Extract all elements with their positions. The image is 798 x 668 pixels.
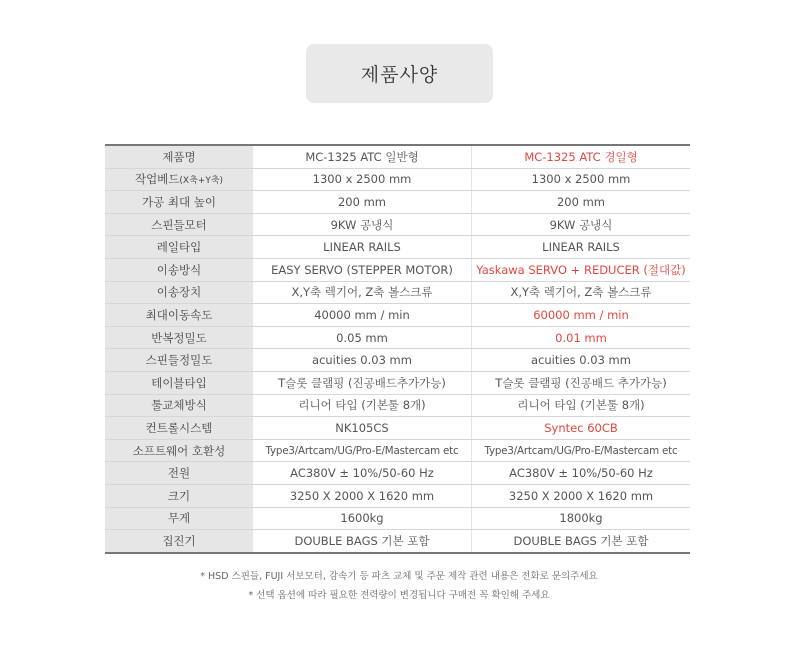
spec-value-light: 리니어 타입 (기본툴 8개)	[472, 394, 691, 417]
spec-value-general: X,Y축 렉기어, Z축 볼스크류	[253, 281, 472, 304]
spec-label	[105, 439, 253, 462]
spec-value-general: 리니어 타입 (기본툴 8개)	[253, 394, 472, 417]
spec-label	[105, 281, 253, 304]
spec-table	[105, 144, 690, 554]
spec-label-text: 툴교체방식	[151, 398, 207, 413]
spec-label-text: 무게	[167, 511, 191, 526]
spec-row	[105, 304, 690, 327]
spec-label-text: 테이블타입	[151, 375, 207, 390]
spec-value-general: 1300 x 2500 mm	[253, 168, 472, 191]
spec-label	[105, 507, 253, 530]
spec-row	[105, 439, 690, 462]
spec-value-light: 0.01 mm	[472, 326, 691, 349]
page-title	[306, 44, 493, 103]
spec-label	[105, 145, 253, 168]
spec-value-light: 1800kg	[472, 507, 691, 530]
spec-value-light: 1300 x 2500 mm	[472, 168, 691, 191]
spec-row	[105, 484, 690, 507]
spec-value-general: 40000 mm / min	[253, 304, 472, 327]
spec-value-light: AC380V ± 10%/50-60 Hz	[472, 462, 691, 485]
spec-label	[105, 484, 253, 507]
spec-value-light: 200 mm	[472, 191, 691, 214]
spec-row	[105, 417, 690, 440]
spec-row	[105, 236, 690, 259]
spec-value-general: MC-1325 ATC 일반형	[253, 145, 472, 168]
spec-label	[105, 236, 253, 259]
spec-value-light: Type3/Artcam/UG/Pro-E/Mastercam etc	[472, 439, 691, 462]
spec-value-light: 9KW 공냉식	[472, 213, 691, 236]
spec-label-text: 제품명	[162, 149, 196, 164]
spec-value-general: LINEAR RAILS	[253, 236, 472, 259]
spec-value-general: EASY SERVO (STEPPER MOTOR)	[253, 258, 472, 281]
spec-label	[105, 191, 253, 214]
spec-row	[105, 258, 690, 281]
spec-value-light: Yaskawa SERVO + REDUCER (절대값)	[472, 258, 691, 281]
spec-value-light: T슬롯 클램핑 (진공배드 추가가능)	[472, 371, 691, 394]
spec-label	[105, 371, 253, 394]
spec-label	[105, 394, 253, 417]
spec-label-text: 이송장치	[156, 285, 202, 300]
spec-label	[105, 304, 253, 327]
spec-label-text: 가공 최대 높이	[142, 194, 216, 209]
spec-label-text: 컨트롤시스템	[145, 420, 213, 435]
spec-label	[105, 417, 253, 440]
spec-row	[105, 507, 690, 530]
spec-row	[105, 326, 690, 349]
spec-label	[105, 213, 253, 236]
spec-label	[105, 349, 253, 372]
spec-row	[105, 168, 690, 191]
spec-label-text: 작업베드	[134, 172, 180, 187]
spec-value-general: Type3/Artcam/UG/Pro-E/Mastercam etc	[253, 439, 472, 462]
spec-row	[105, 213, 690, 236]
spec-value-general: T슬롯 클램핑 (진공배드추가가능)	[253, 371, 472, 394]
spec-value-general: acuities 0.03 mm	[253, 349, 472, 372]
spec-value-light: DOUBLE BAGS 기본 포함	[472, 530, 691, 553]
spec-label-text: 스핀들모터	[151, 217, 207, 232]
spec-label-text: 스핀들정밀도	[145, 353, 213, 368]
spec-value-general: NK105CS	[253, 417, 472, 440]
spec-label-text: 집진기	[162, 533, 196, 548]
spec-value-light: LINEAR RAILS	[472, 236, 691, 259]
spec-row	[105, 394, 690, 417]
spec-value-general: 3250 X 2000 X 1620 mm	[253, 484, 472, 507]
page-title-text: 제품사양	[360, 64, 439, 86]
spec-label-text: 최대이동속도	[145, 307, 213, 322]
spec-value-light: 60000 mm / min	[472, 304, 691, 327]
spec-label-text: 소프트웨어 호환성	[132, 443, 226, 458]
spec-row	[105, 191, 690, 214]
spec-label-text: 반복정밀도	[151, 330, 207, 345]
notes	[0, 567, 798, 605]
spec-label	[105, 326, 253, 349]
spec-label-sub: (X축+Y축)	[179, 176, 224, 187]
note-line: * HSD 스핀들, FUJI 서보모터, 감속기 등 파츠 교체 및 주문 제작 관련 내용은 전화로 문의주세요	[200, 571, 598, 582]
spec-value-light: Syntec 60CB	[472, 417, 691, 440]
spec-label-text: 전원	[167, 466, 191, 481]
spec-row	[105, 145, 690, 168]
spec-label	[105, 462, 253, 485]
spec-value-general: 1600kg	[253, 507, 472, 530]
spec-label	[105, 530, 253, 553]
spec-value-general: 200 mm	[253, 191, 472, 214]
spec-row	[105, 530, 690, 553]
spec-value-light: acuities 0.03 mm	[472, 349, 691, 372]
spec-row	[105, 281, 690, 304]
spec-value-general: 0.05 mm	[253, 326, 472, 349]
spec-label	[105, 258, 253, 281]
spec-label	[105, 168, 253, 191]
spec-row	[105, 349, 690, 372]
spec-value-light: 3250 X 2000 X 1620 mm	[472, 484, 691, 507]
spec-value-light: MC-1325 ATC 경일형	[472, 145, 691, 168]
spec-label-text: 레일타입	[156, 240, 202, 255]
spec-row	[105, 371, 690, 394]
spec-label-text: 크기	[167, 488, 191, 503]
spec-value-general: AC380V ± 10%/50-60 Hz	[253, 462, 472, 485]
spec-value-general: DOUBLE BAGS 기본 포함	[253, 530, 472, 553]
note-line: * 선택 옵션에 따라 필요한 전력량이 변경됩니다 구매전 꼭 확인해 주세요	[248, 590, 550, 601]
spec-value-light: X,Y축 렉기어, Z축 볼스크류	[472, 281, 691, 304]
spec-value-general: 9KW 공냉식	[253, 213, 472, 236]
spec-row	[105, 462, 690, 485]
spec-label-text: 이송방식	[156, 262, 202, 277]
